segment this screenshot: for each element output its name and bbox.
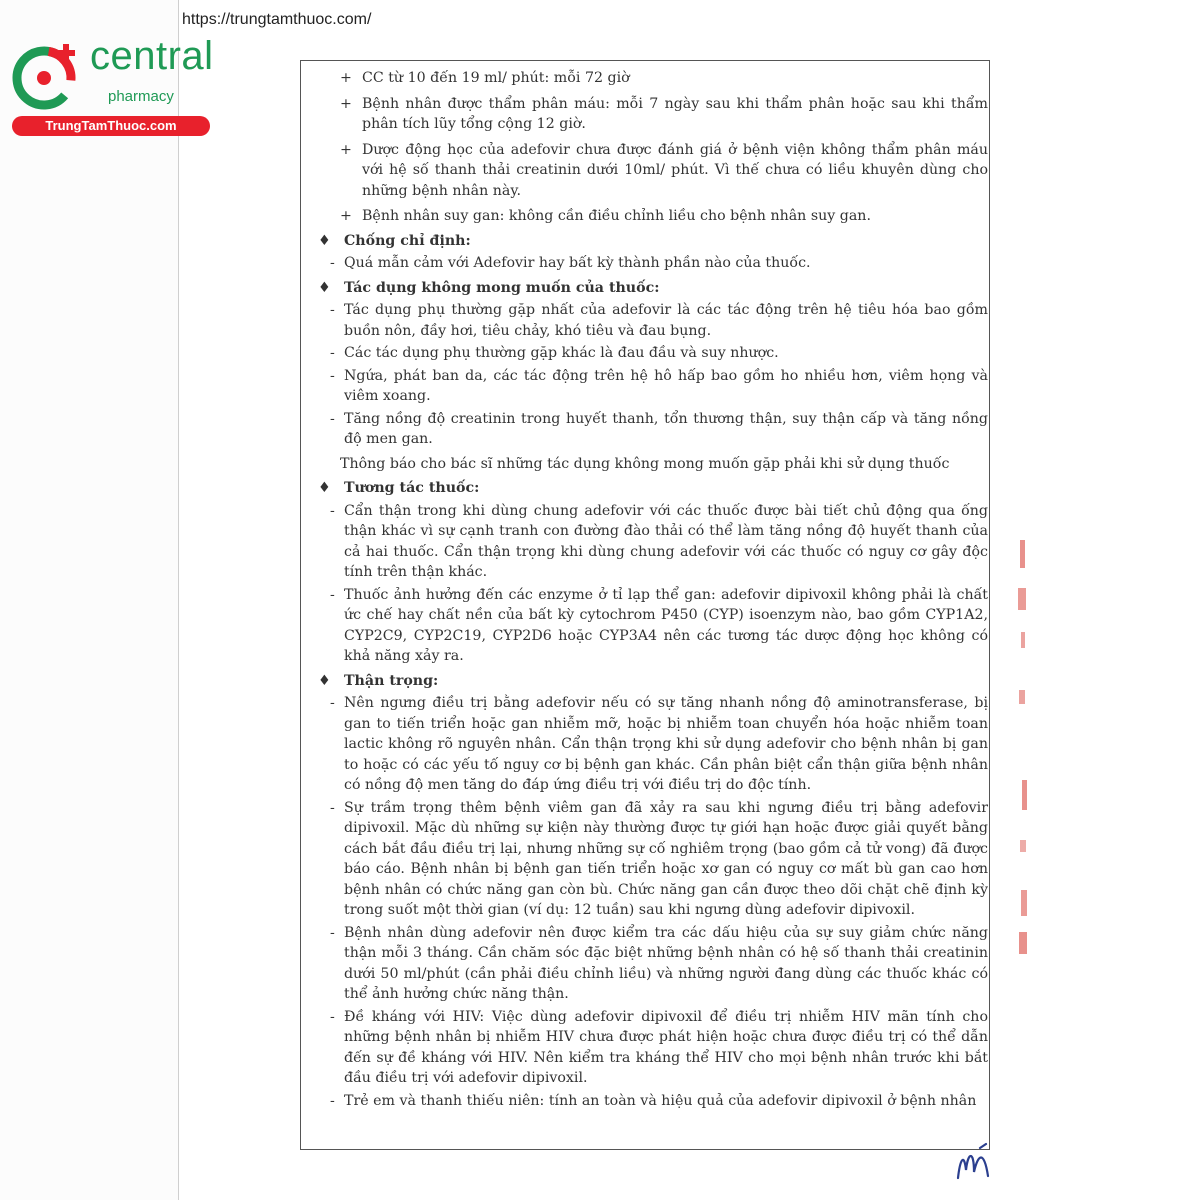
dose-item xyxy=(318,206,988,227)
list-item xyxy=(318,501,988,583)
dash-bullet-icon: - xyxy=(330,410,335,427)
section-heading-contraindications xyxy=(318,231,988,252)
brand-logo[interactable] xyxy=(8,36,213,136)
dash-bullet-icon: - xyxy=(330,799,335,816)
adverse-note: Thông báo cho bác sĩ những tác dụng không mong muốn gặp phải khi sử dụng thuốc xyxy=(340,455,950,472)
dose-item xyxy=(318,140,988,202)
scan-edge xyxy=(0,0,179,1200)
plus-bullet-icon: + xyxy=(340,95,352,112)
list-item-text: Ngứa, phát ban da, các tác động trên hệ hô hấp bao gồm ho nhiều hơn, viêm họng và viêm xoang. xyxy=(344,367,988,404)
list-item-text: Các tác dụng phụ thường gặp khác là đau đầu và suy nhược. xyxy=(344,345,779,361)
list-item xyxy=(318,409,988,450)
plus-bullet-icon: + xyxy=(340,70,352,86)
dash-bullet-icon: - xyxy=(330,1092,335,1109)
dash-bullet-icon: - xyxy=(330,695,335,711)
list-item xyxy=(318,253,988,274)
list-item xyxy=(318,585,988,667)
logo-mark-icon xyxy=(8,36,88,116)
diamond-bullet-icon: ♦ xyxy=(318,672,331,689)
heading-text: Chống chỉ định: xyxy=(344,232,471,249)
dash-bullet-icon: - xyxy=(330,924,335,941)
section-heading-interactions xyxy=(318,478,988,499)
list-item-text: Bệnh nhân dùng adefovir nên được kiểm tra các dấu hiệu của sự suy giảm chức năng thận mỗi 3 tháng. Cần chăm sóc đặc biệt những bệnh nhân có hệ số thanh thải creatinin dưới 50 ml/phút (cần phải điều chỉnh liều) và những người đang dùng các thuốc khác có thể ảnh hưởng chức năng thận. xyxy=(344,924,988,1002)
signature-mark xyxy=(950,1140,1000,1185)
list-item xyxy=(318,1091,988,1112)
plus-bullet-icon: + xyxy=(340,141,352,158)
heading-text: Thận trọng: xyxy=(344,672,439,689)
dash-bullet-icon: - xyxy=(330,586,335,603)
list-item xyxy=(318,1007,988,1089)
dash-bullet-icon: - xyxy=(330,345,335,361)
heading-text: Tương tác thuốc: xyxy=(344,480,480,496)
list-item-text: Trẻ em và thanh thiếu niên: tính an toàn và hiệu quả của adefovir dipivoxil ở bệnh nhân xyxy=(344,1092,977,1109)
source-url[interactable]: https://trungtamthuoc.com/ xyxy=(182,11,372,28)
list-item xyxy=(318,366,988,407)
logo-sub-text: pharmacy xyxy=(108,88,174,105)
diamond-bullet-icon: ♦ xyxy=(318,232,331,249)
plus-bullet-icon: + xyxy=(340,208,352,224)
list-item xyxy=(318,300,988,341)
dash-bullet-icon: - xyxy=(330,302,335,318)
list-item xyxy=(318,343,988,364)
red-stamp-marks xyxy=(1012,540,1036,960)
list-item xyxy=(318,693,988,796)
document-body xyxy=(318,68,988,1111)
list-item xyxy=(318,923,988,1005)
list-item-text: Nên ngưng điều trị bằng adefovir nếu có sự tăng nhanh nồng độ aminotransferase, bị gan to tiến triển hoặc gan nhiễm mỡ, hoặc bị nhiễm toan chuyển hóa hoặc nhiễm toan lactic không rõ nguyên nhân. Cẩn thận trọng khi sử dụng adefovir cho bệnh nhân bị gan to hoặc có các yếu tố nguy cơ bị bệnh gan khác. Cần phân biệt cẩn thận giữa bệnh nhân có nồng độ men tăng do đáp ứng điều trị với điều trị do độc tính. xyxy=(344,695,988,793)
dose-item xyxy=(318,68,988,89)
list-item-text: Sự trầm trọng thêm bệnh viêm gan đã xảy ra sau khi ngưng điều trị bằng adefovir dipivoxil. Mặc dù những sự kiện này thường được tự giới hạn hoặc được giải quyết bằng cách bắt đầu điều trị lại, nhưng những sự cố nghiêm trọng (bao gồm cả tử vong) đã được báo cáo. Bệnh nhân bị bệnh gan tiến triển hoặc xơ gan có nguy cơ mất bù gan cao hơn bệnh nhân có chức năng gan còn bù. Chức năng gan cần được theo dõi chặt chẽ định kỳ trong suốt một thời gian (ví dụ: 12 tuần) sau khi ngưng dùng adefovir dipivoxil. xyxy=(344,799,988,918)
dose-item-text: CC từ 10 đến 19 ml/ phút: mỗi 72 giờ xyxy=(362,70,630,86)
list-item-text: Quá mẫn cảm với Adefovir hay bất kỳ thành phần nào của thuốc. xyxy=(344,255,811,271)
dash-bullet-icon: - xyxy=(330,1008,335,1025)
list-item-text: Tăng nồng độ creatinin trong huyết thanh, tổn thương thận, suy thận cấp và tăng nồng độ men gan. xyxy=(344,410,988,447)
list-item-text: Tác dụng phụ thường gặp nhất của adefovir là các tác động trên hệ tiêu hóa bao gồm buồn nôn, đầy hơi, tiêu chảy, khó tiêu và đau bụng. xyxy=(344,302,988,339)
section-heading-adverse-effects xyxy=(318,278,988,299)
list-item-text: Thuốc ảnh hưởng đến các enzyme ở tỉ lạp thể gan: adefovir dipivoxil không phải là chất ức chế hay chất nền của bất kỳ cytochrom P450 (CYP) isoenzym nào, bao gồm CYP1A2, CYP2C9, CYP2C19, CYP2D6 hoặc CYP3A4 nên các tương tác dược động học không có khả năng xảy ra. xyxy=(344,586,988,664)
dose-item-text: Bệnh nhân được thẩm phân máu: mỗi 7 ngày sau khi thẩm phân hoặc sau khi thẩm phân tích lũy tổng cộng 12 giờ. xyxy=(362,95,988,132)
dash-bullet-icon: - xyxy=(330,255,335,271)
section-heading-precautions xyxy=(318,671,988,692)
dose-item-text: Bệnh nhân suy gan: không cần điều chỉnh liều cho bệnh nhân suy gan. xyxy=(362,208,871,224)
dash-bullet-icon: - xyxy=(330,502,335,519)
dose-item xyxy=(318,94,988,135)
logo-tag[interactable]: TrungTamThuoc.com xyxy=(12,116,210,136)
logo-brand-text: central xyxy=(90,34,214,78)
diamond-bullet-icon: ♦ xyxy=(318,480,331,496)
dose-item-text: Dược động học của adefovir chưa được đánh giá ở bệnh viện không thẩm phân máu với hệ số thanh thải creatinin dưới 10ml/ phút. Vì thế chưa có liều khuyên dùng cho những bệnh nhân này. xyxy=(362,141,988,199)
list-item-text: Đề kháng với HIV: Việc dùng adefovir dipivoxil để điều trị nhiễm HIV mãn tính cho những bệnh nhân bị nhiễm HIV chưa được phát hiện hoặc chưa được điều trị có thể dẫn đến sự đề kháng với HIV. Nên kiểm tra kháng thể HIV cho mọi bệnh nhân trước khi bắt đầu điều trị với adefovir dipivoxil. xyxy=(344,1008,988,1086)
list-item xyxy=(318,798,988,921)
diamond-bullet-icon: ♦ xyxy=(318,279,331,296)
list-item-text: Cẩn thận trong khi dùng chung adefovir với các thuốc được bài tiết chủ động qua ống thận khác vì sự cạnh tranh con đường đào thải có thể làm tăng nồng độ huyết thanh của cả hai thuốc. Cẩn thận trọng khi dùng chung adefovir với các thuốc có nguy cơ gây độc tính trên thận khác. xyxy=(344,502,988,580)
dash-bullet-icon: - xyxy=(330,367,335,384)
heading-text: Tác dụng không mong muốn của thuốc: xyxy=(344,279,660,296)
